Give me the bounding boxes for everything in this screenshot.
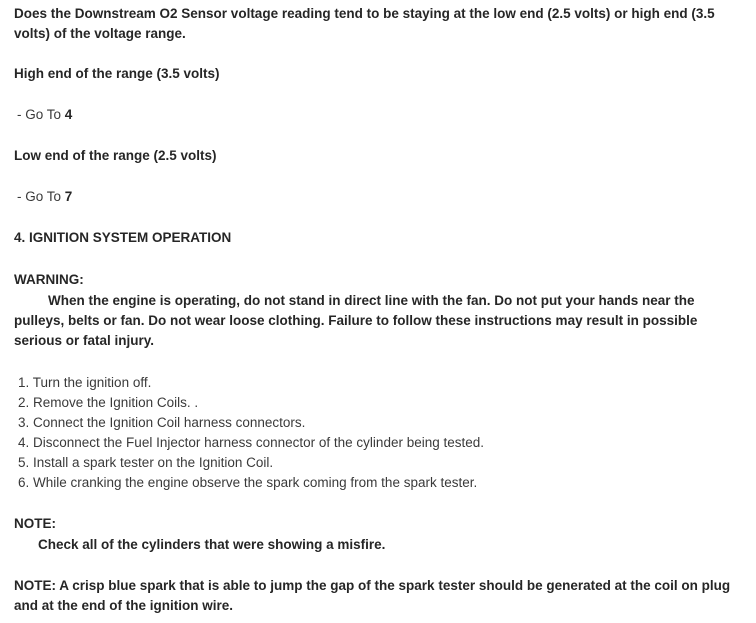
- warning-text: When the engine is operating, do not stand in direct line with the fan. Do not put your hands near the pulleys, belts or fan. Do not wear loose clothing. Failure to follow these instructions may result in possible serious or fatal injury.: [14, 293, 698, 348]
- option-high-end-goto[interactable]: [17, 105, 72, 125]
- list-item: 1. Turn the ignition off.: [18, 375, 152, 390]
- goto-text: - Go To: [17, 107, 65, 122]
- list-item: 4. Disconnect the Fuel Injector harness connector of the cylinder being tested.: [18, 435, 485, 450]
- list-item: 2. Remove the Ignition Coils. .: [18, 395, 199, 410]
- section-title: 4. IGNITION SYSTEM OPERATION: [14, 230, 232, 245]
- list-item: 3. Connect the Ignition Coil harness connectors.: [18, 415, 306, 430]
- goto-text: - Go To: [17, 189, 65, 204]
- goto-step-number[interactable]: 7: [64, 189, 73, 204]
- warning-label: WARNING:: [14, 272, 84, 287]
- option-low-end-goto[interactable]: [17, 187, 72, 207]
- note-spark-text: NOTE: A crisp blue spark that is able to jump the gap of the spark tester should be generated at the coil on plug and at the end of the ignition wire.: [14, 578, 731, 613]
- list-item: 5. Install a spark tester on the Ignition Coil.: [18, 455, 274, 470]
- option-high-end-label: High end of the range (3.5 volts): [14, 66, 220, 81]
- question-text: Does the Downstream O2 Sensor voltage reading tend to be staying at the low end (2.5 volts) or high end (3.5 volts) of the voltage range.: [14, 6, 715, 41]
- list-item: 6. While cranking the engine observe the spark coming from the spark tester.: [18, 475, 478, 490]
- goto-step-number[interactable]: 4: [64, 107, 73, 122]
- procedure-steps: [14, 373, 484, 493]
- option-low-end-label: Low end of the range (2.5 volts): [14, 148, 217, 163]
- note-label: NOTE:: [14, 516, 56, 531]
- note-text: Check all of the cylinders that were showing a misfire.: [38, 537, 386, 552]
